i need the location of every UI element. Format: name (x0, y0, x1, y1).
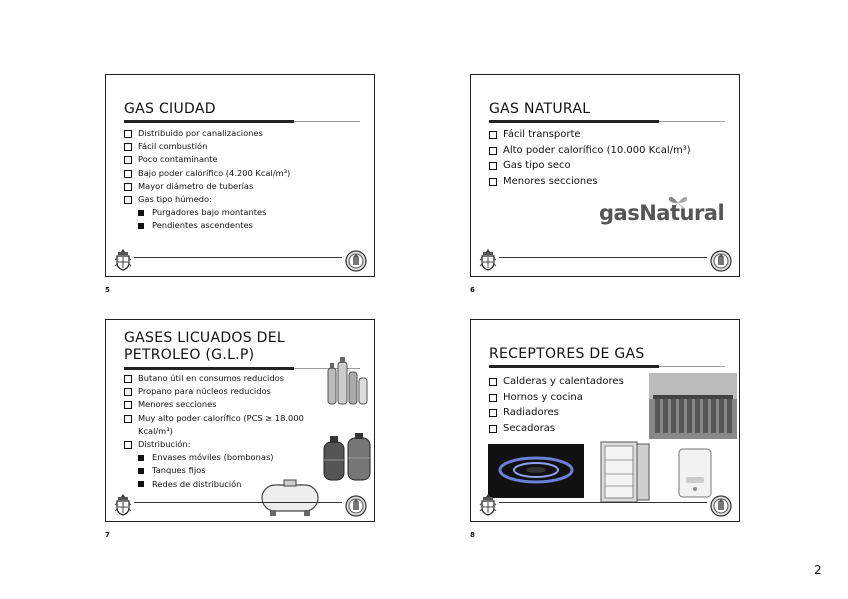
checkbox-icon (124, 196, 132, 204)
square-bullet-icon (138, 468, 144, 474)
footer-line (499, 502, 707, 503)
slide-number: 6 (470, 286, 475, 294)
title-rule (489, 120, 725, 122)
list-item: Propano para núcleos reducidos (124, 385, 339, 398)
checkbox-icon (124, 130, 132, 138)
checkbox-icon (489, 162, 497, 170)
gas-cylinders-image (324, 354, 370, 406)
square-bullet-icon (138, 210, 144, 216)
slide-title: GAS CIUDAD (124, 101, 216, 117)
page-number: 2 (814, 563, 822, 577)
footer-line (134, 257, 342, 258)
crest-logo-icon (113, 493, 133, 517)
crest-logo-icon (478, 248, 498, 272)
seal-logo-icon (345, 495, 367, 517)
appliance-image (599, 440, 651, 504)
list-item: Bajo poder calorífico (4.200 Kcal/m³) (124, 167, 290, 180)
title-rule (124, 120, 360, 122)
seal-logo-icon (710, 250, 732, 272)
slide-number: 8 (470, 531, 475, 539)
checkbox-icon (124, 415, 132, 423)
bullet-list (489, 374, 624, 436)
list-item: Mayor diámetro de tuberías (124, 180, 290, 193)
checkbox-icon (124, 143, 132, 151)
gas-flame-image (488, 444, 584, 498)
square-bullet-icon (138, 481, 144, 487)
checkbox-icon (489, 425, 497, 433)
list-item: Butano útil en consumos reducidos (124, 372, 339, 385)
checkbox-icon (124, 170, 132, 178)
list-item: Menores secciones (489, 174, 691, 190)
bullet-list (124, 372, 339, 491)
footer-line (134, 502, 342, 503)
gasnatural-logo: gasNatural (599, 201, 725, 225)
bullet-list (124, 127, 290, 233)
checkbox-icon (489, 409, 497, 417)
checkbox-icon (489, 131, 497, 139)
checkbox-icon (124, 401, 132, 409)
seal-logo-icon (710, 495, 732, 517)
propane-tank-image (260, 477, 320, 519)
list-item: Poco contaminante (124, 153, 290, 166)
checkbox-icon (124, 156, 132, 164)
list-item: Gas tipo seco (489, 158, 691, 174)
slide-number: 7 (105, 531, 110, 539)
slide-5 (105, 74, 375, 277)
slide-title: GASES LICUADOS DEL PETROLEO (G.L.P) (124, 330, 285, 363)
radiator-image (649, 373, 737, 439)
slide-8 (470, 319, 740, 522)
slide-number: 5 (105, 286, 110, 294)
slide-7 (105, 319, 375, 522)
butane-bottles-image (322, 432, 372, 484)
sub-list-item: Envases móviles (bombonas) (124, 451, 339, 464)
checkbox-icon (124, 375, 132, 383)
bullet-list (489, 127, 691, 189)
checkbox-icon (124, 183, 132, 191)
list-item: Fácil transporte (489, 127, 691, 143)
checkbox-icon (489, 394, 497, 402)
list-item: Radiadores (489, 405, 624, 421)
slide-6 (470, 74, 740, 277)
list-item: Distribución: (124, 438, 339, 451)
sub-list-item: Purgadores bajo montantes (124, 206, 290, 219)
list-item: Alto poder calorífico (10.000 Kcal/m³) (489, 143, 691, 159)
square-bullet-icon (138, 223, 144, 229)
list-item: Muy alto poder calorífico (PCS ≥ 18.000 Kcal/m³) (124, 412, 339, 438)
sub-list-item: Redes de distribución (124, 478, 339, 491)
list-item: Menores secciones (124, 398, 339, 411)
checkbox-icon (124, 388, 132, 396)
crest-logo-icon (113, 248, 133, 272)
seal-logo-icon (345, 250, 367, 272)
footer-line (499, 257, 707, 258)
checkbox-icon (489, 147, 497, 155)
square-bullet-icon (138, 455, 144, 461)
list-item: Fácil combustión (124, 140, 290, 153)
list-item: Gas tipo húmedo: (124, 193, 290, 206)
list-item: Secadoras (489, 421, 624, 437)
list-item: Distribuido por canalizaciones (124, 127, 290, 140)
title-rule (489, 365, 725, 367)
water-heater-image (676, 447, 714, 499)
sub-list-item: Tanques fijos (124, 464, 339, 477)
checkbox-icon (124, 441, 132, 449)
checkbox-icon (489, 378, 497, 386)
slide-title: GAS NATURAL (489, 101, 591, 117)
list-item: Hornos y cocina (489, 390, 624, 406)
list-item: Calderas y calentadores (489, 374, 624, 390)
checkbox-icon (489, 178, 497, 186)
slide-title: RECEPTORES DE GAS (489, 346, 645, 362)
sub-list-item: Pendientes ascendentes (124, 219, 290, 232)
crest-logo-icon (478, 493, 498, 517)
